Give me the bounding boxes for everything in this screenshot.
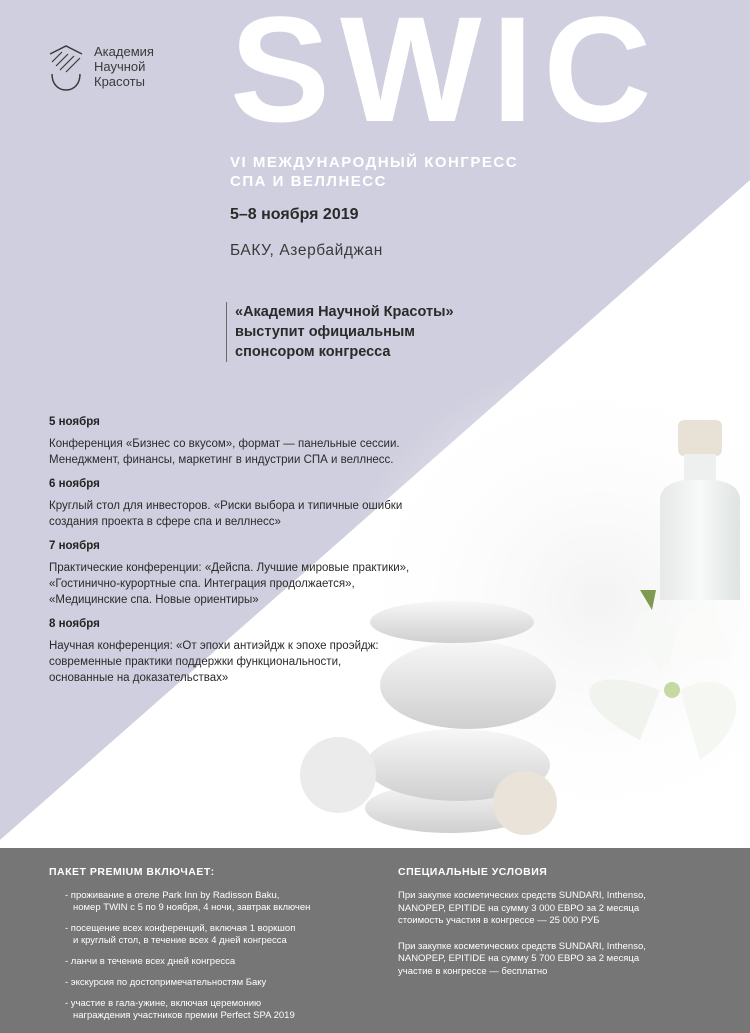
event-logo: SWIC xyxy=(230,0,662,153)
premium-heading: ПАКЕТ PREMIUM ВКЛЮЧАЕТ: xyxy=(49,866,215,878)
special-conditions xyxy=(398,866,698,991)
schedule-line: Круглый стол для инвесторов. «Риски выбора и типичные ошибки xyxy=(49,500,403,512)
sponsor-line-1: «Академия Научной Красоты» xyxy=(235,304,454,320)
sponsor-statement xyxy=(226,302,454,362)
schedule-date: 6 ноября xyxy=(49,478,100,490)
schedule-line: Конференция «Бизнес со вкусом», формат — панельные сессии. xyxy=(49,438,400,450)
schedule-line: «Гостинично-курортные спа. Интеграция продолжается», xyxy=(49,578,355,590)
brand-line-1: Академия xyxy=(94,44,154,59)
premium-item: - посещение всех конференций, включая 1 воркшоп и круглый стол, в течение всех 4 дней конгресса xyxy=(65,923,296,946)
premium-item: - ланчи в течение всех дней конгресса xyxy=(65,956,236,967)
schedule-line: создания проекта в сфере спа и веллнесс» xyxy=(49,516,281,528)
brand-line-2: Научной xyxy=(94,59,146,74)
schedule xyxy=(49,416,489,696)
schedule-day xyxy=(49,618,489,686)
premium-item: - экскурсия по достопримечательностям Баку xyxy=(65,977,267,988)
premium-item: - проживание в отеле Park Inn by Radisson Baku, номер TWIN с 5 по 9 ноября, 4 ночи, завтрак включен xyxy=(65,890,311,913)
schedule-line: основанные на доказательствах» xyxy=(49,672,229,684)
conditions-heading: СПЕЦИАЛЬНЫЕ УСЛОВИЯ xyxy=(398,866,548,878)
schedule-day xyxy=(49,416,489,468)
event-title-line-2: СПА И ВЕЛЛНЕСС xyxy=(230,173,387,190)
event-dates: 5–8 ноября 2019 xyxy=(230,206,359,223)
premium-list xyxy=(49,890,349,1022)
schedule-date: 5 ноября xyxy=(49,416,100,428)
schedule-line: современные практики поддержки функциональности, xyxy=(49,656,342,668)
schedule-line: «Медицинские спа. Новые ориентиры» xyxy=(49,594,259,606)
schedule-day xyxy=(49,540,489,608)
event-title-line-1: VI МЕЖДУНАРОДНЫЙ КОНГРЕСС xyxy=(230,154,519,171)
sponsor-line-2: выступит официальным xyxy=(235,324,416,340)
schedule-line: Практические конференции: «Дейспа. Лучшие мировые практики», xyxy=(49,562,410,574)
schedule-line: Менеджмент, финансы, маркетинг в индустрии СПА и веллнесс. xyxy=(49,454,394,466)
schedule-day xyxy=(49,478,489,530)
schedule-date: 7 ноября xyxy=(49,540,100,552)
footer-panel xyxy=(0,848,750,1033)
sponsor-line-3: спонсором конгресса xyxy=(235,344,391,360)
brand-logo xyxy=(48,44,154,92)
conditions-paragraph: При закупке косметических средств SUNDARI, Inthenso, NANOPEP, EPITIDE на сумму 5 700 ЕВРО за 2 месяца участие в конгрессе — бесплатно xyxy=(398,940,646,977)
brand-line-3: Красоты xyxy=(94,74,145,89)
schedule-line: Научная конференция: «От эпохи антиэйдж к эпохе проэйдж: xyxy=(49,640,379,652)
event-city: БАКУ, Азербайджан xyxy=(230,242,383,259)
conditions-paragraph: При закупке косметических средств SUNDARI, Inthenso, NANOPEP, EPITIDE на сумму 3 000 ЕВРО за 2 месяца стоимость участия в конгрессе — 25 000 РУБ xyxy=(398,890,646,926)
premium-package xyxy=(49,866,349,1031)
schedule-date: 8 ноября xyxy=(49,618,100,630)
event-title xyxy=(230,153,518,191)
premium-item: - участие в гала-ужине, включая церемонию награждения участников премии Perfect SPA 2019 xyxy=(65,998,295,1021)
brand-mark-icon xyxy=(48,44,84,92)
